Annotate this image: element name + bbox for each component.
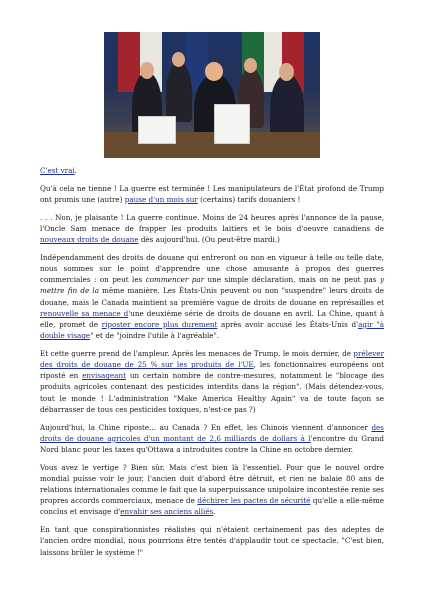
inline-link[interactable]: envahir ses anciens alliés [120, 507, 214, 517]
paragraph [40, 524, 384, 558]
body-text: même manière. Les États-Unis peuvent ou non "suspendre" leurs droits de douane, mais le Canada maintient sa première vague de droits de douane en représailles et [40, 286, 384, 307]
paragraph [40, 165, 384, 176]
body-text: . . . Non, je plaisante ! La guerre continue. Moins de 24 heures après l'annonce de la pause, l'Oncle Sam menace de frapper les produits laitiers et le bois d'oeuvre canadiens de [40, 212, 384, 233]
signed-document [214, 104, 250, 144]
inline-link[interactable]: pause d'un mois sur [124, 194, 198, 204]
body-text: qu'elle a elle-même conclus et envisage d' [40, 496, 384, 517]
inline-link[interactable]: prélever des droits de douane de 25 % sur les produits de l'UE [40, 348, 384, 370]
body-text: " et de "joindre l'utile à l'agréable". [90, 331, 220, 341]
paragraph [40, 422, 384, 456]
body-text: (certains) tarifs douaniers ! [197, 194, 301, 204]
inline-link[interactable]: C'est vrai [40, 166, 75, 175]
signed-document [138, 116, 176, 144]
signing-ceremony-photo [104, 32, 320, 158]
body-text: Indépendamment des droits de douane qui entreront ou non en vigueur à telle ou telle date, nous sommes sur le point d'apprendre une chose amusante à propos des guerres commerciales : on peut les [40, 252, 384, 285]
body-text: . [213, 507, 216, 517]
body-text: 'une deuxième série de droits de douane en avril. La Chine, quant à elle, promet de [40, 308, 384, 329]
person [166, 62, 192, 122]
paragraph [40, 252, 384, 342]
paragraph [40, 462, 384, 518]
body-text: , les fonctionnaires européens ont riposté en [40, 360, 384, 381]
body-text: dès aujourd'hui. (Ou peut-être mardi.) [138, 235, 280, 245]
body-text: une simple déclaration, mais on ne peut pas [204, 275, 380, 285]
paragraph [40, 183, 384, 205]
body-text: 'encontre du Grand Nord blanc pour les taxes qu'Ottawa a introduites contre la Chine en octobre dernier. [40, 433, 384, 454]
head [172, 52, 185, 67]
inline-link[interactable]: agir "à double visage [40, 319, 384, 341]
article-body [40, 165, 384, 564]
desk [104, 132, 320, 158]
body-text: un certain nombre de contre-mesures, notamment le "blocage des produits agricoles contenant des pesticides interdits dans la région". (Mais détendez-vous, tout le monde ! L'administration "Make America Healthy Again" va de toute façon se débarrasser de tous ces pesticides toxiques, n'est-ce pas ?) [40, 371, 384, 414]
inline-link[interactable]: des droits de douane agricoles d'un montant de 2,6 milliards de dollars à l [40, 422, 384, 443]
head [205, 62, 223, 81]
inline-link[interactable]: riposter encore plus durement [101, 319, 218, 329]
inline-link[interactable]: nouveaux droits de douane [40, 235, 139, 245]
italic-text: y mettre fin de la [40, 275, 384, 296]
paragraph [40, 348, 384, 415]
inline-link[interactable]: envisageant [82, 371, 126, 381]
inline-link[interactable]: renouvelle sa menace d [40, 308, 129, 318]
head [140, 62, 154, 79]
italic-text: commencer par [145, 275, 205, 285]
head [244, 58, 257, 73]
inline-link[interactable]: déchirer les pactes de sécurité [197, 496, 311, 506]
body-text: après avoir accusé les États-Unis d' [217, 319, 359, 329]
body-text: Vous avez le vertige ? Bien sûr. Mais c'est bien là l'essentiel. Pour que le nouvel ordre mondial puisse voir le jour, l'ancien doit d'abord être détruit, et rien ne balaie 80 ans de relations internationales comme le fait que la superpuissance unipolaire incontestée renie ses propres accords commerciaux, menace de [40, 462, 384, 506]
body-text: Et cette guerre prend de l'ampleur. Après les menaces de Trump, le mois dernier, de [40, 348, 354, 358]
body-text: Aujourd'hui, la Chine riposte... au Canada ? En effet, les Chinois viennent d'annoncer [40, 422, 372, 432]
body-text: . [74, 166, 77, 175]
head [279, 63, 294, 81]
paragraph [40, 212, 384, 246]
body-text: En tant que conspirationnistes réalistes qui n'étaient certainement pas des adeptes de l'ancien ordre mondial, nous pourrions être tentés d'applaudir tout ce spectacle. "C'est bien, laissons brûler le système !" [40, 525, 384, 557]
body-text: Qu'à cela ne tienne ! La guerre est terminée ! Les manipulateurs de l'État profond de Trump ont promis une (autre) [40, 183, 384, 204]
